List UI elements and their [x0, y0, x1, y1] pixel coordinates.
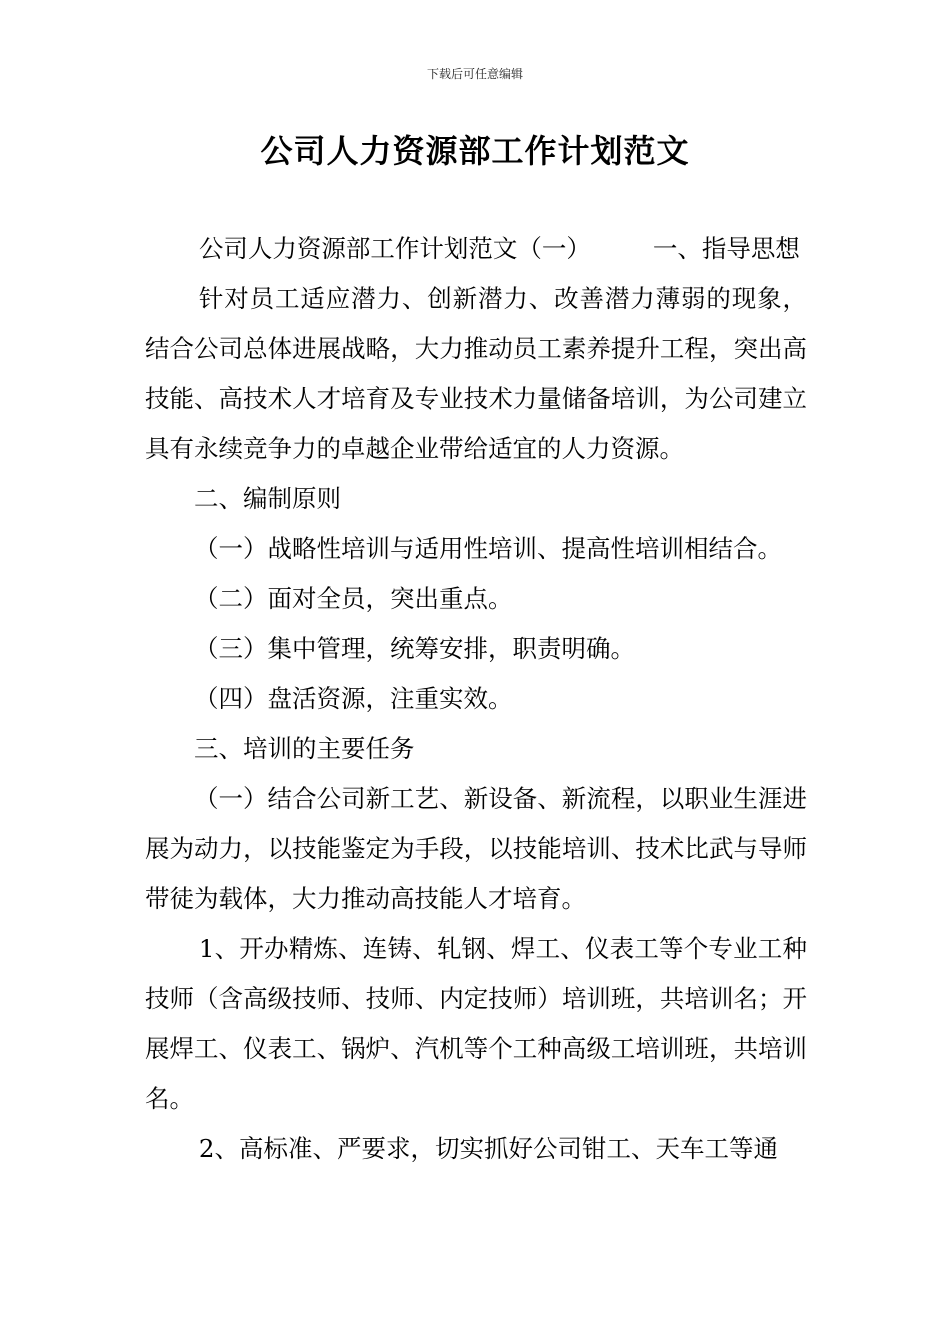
- document-title: 公司人力资源部工作计划范文: [260, 132, 690, 170]
- task-item-2: 2、高标准、严要求，切实抓好公司钳工、天车工等通: [198, 1134, 778, 1163]
- principle-item-3: （三）集中管理，统筹安排，职责明确。: [194, 634, 635, 663]
- section-heading-guiding-thought: 一、指导思想: [652, 234, 800, 263]
- principle-item-1: （一）战略性培训与适用性培训、提高性培训相结合。: [194, 534, 782, 563]
- paragraph-guiding-thought: 针对员工适应潜力、创新潜力、改善潜力薄弱的现象，结合公司总体进展战略，大力推动员工素养提升工程，突出高技能、高技术人才培育及专业技术力量储备培训，为公司建立具有永续竞争力的卓越企业带给适宜的人力资源。: [145, 284, 807, 463]
- section-heading-principles: 二、编制原则: [194, 484, 341, 513]
- principle-item-4: （四）盘活资源，注重实效。: [194, 684, 513, 713]
- section-heading-tasks: 三、培训的主要任务: [194, 734, 415, 763]
- header-note: 下载后可任意编辑: [426, 67, 523, 81]
- task-paragraph-1: （一）结合公司新工艺、新设备、新流程，以职业生涯进展为动力，以技能鉴定为手段，以技能培训、技术比武与导师带徒为载体，大力推动高技能人才培育。: [145, 784, 807, 913]
- intro-paragraph: [145, 224, 807, 274]
- intro-subtitle: 公司人力资源部工作计划范文（一）: [198, 234, 591, 263]
- principle-item-2: （二）面对全员，突出重点。: [194, 584, 513, 613]
- task-item-1: 1、开办精炼、连铸、轧钢、焊工、仪表工等个专业工种技师（含高级技师、技师、内定技师）培训班，共培训名；开展焊工、仪表工、锅炉、汽机等个工种高级工培训班，共培训名。: [145, 934, 807, 1113]
- document-body: [145, 224, 807, 1174]
